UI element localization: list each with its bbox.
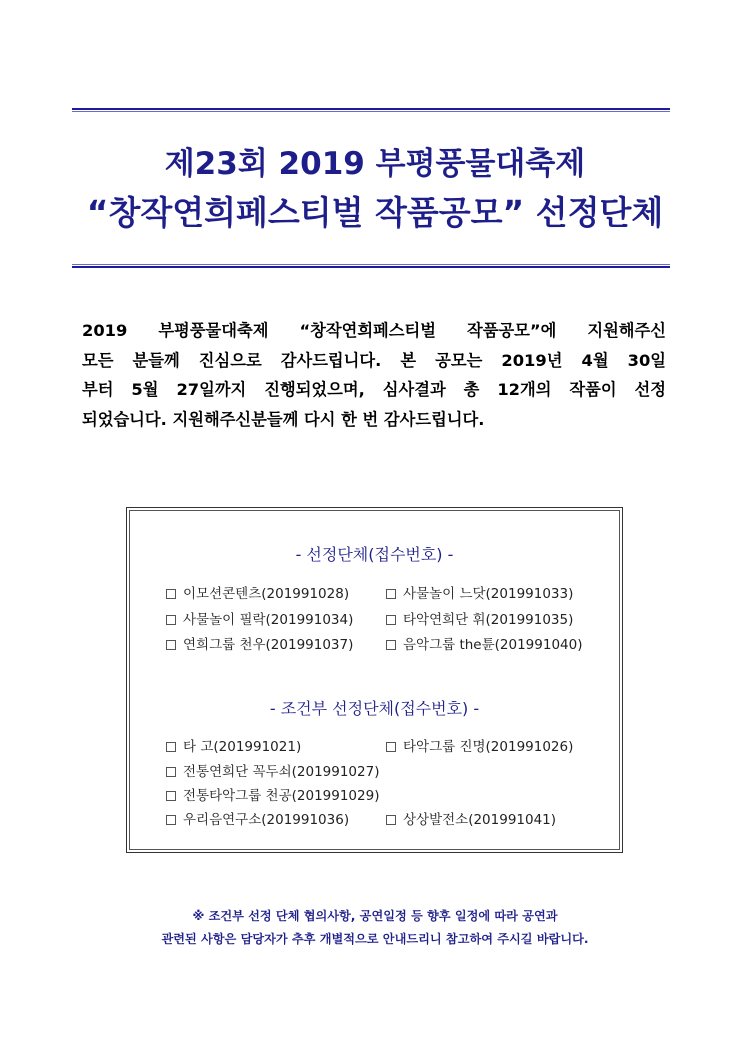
selected-heading: - 선정단체(접수번호) -: [295, 545, 454, 564]
checkbox-icon: [386, 589, 396, 599]
checkbox-icon: [386, 815, 396, 825]
checkbox-icon: [166, 589, 176, 599]
selected-item: [166, 633, 353, 653]
checkbox-icon: [386, 742, 396, 752]
checkbox-icon: [386, 615, 396, 625]
conditional-item-label: 상상발전소(201991041): [403, 812, 557, 828]
top-rule: [72, 108, 670, 112]
selected-item: [386, 633, 583, 653]
conditional-heading: - 조건부 선정단체(접수번호) -: [269, 699, 480, 718]
intro-line-1: 2019 부평풍물대축제 “창작연희페스티벌 작품공모”에 지원해주신: [82, 321, 666, 340]
conditional-item-label: 타 고(201991021): [183, 739, 302, 755]
conditional-item: [166, 784, 379, 804]
conditional-item: [166, 808, 349, 828]
selected-item-label: 타악연희단 휘(201991035): [403, 612, 574, 628]
bottom-rule: [72, 264, 670, 268]
selected-item: [386, 608, 573, 628]
checkbox-icon: [166, 791, 176, 801]
selected-item: [166, 608, 353, 628]
intro-paragraph: [82, 316, 666, 434]
checkbox-icon: [386, 640, 396, 650]
title-line-2: “창작연희페스티벌 작품공모” 선정단체: [86, 193, 664, 232]
conditional-item-label: 전통타악그룹 천공(201991029): [183, 788, 380, 804]
selection-box: [126, 507, 623, 853]
checkbox-icon: [166, 767, 176, 777]
selected-item: [166, 582, 349, 602]
selected-item-label: 사물놀이 필락(201991034): [183, 612, 354, 628]
selected-item-label: 이모션콘텐츠(201991028): [183, 586, 350, 602]
checkbox-icon: [166, 742, 176, 752]
selected-item: [386, 582, 573, 602]
conditional-item-label: 전통연희단 꼭두쇠(201991027): [183, 764, 380, 780]
intro-line-4: 되었습니다. 지원해주신분들께 다시 한 번 감사드립니다.: [82, 409, 485, 429]
selected-item-label: 사물놀이 느닷(201991033): [403, 586, 574, 602]
footnote-line-2: 관련된 사항은 담당자가 추후 개별적으로 안내드리니 참고하여 주시길 바랍니다.: [161, 932, 589, 946]
selected-item-label: 연희그룹 천우(201991037): [183, 637, 354, 653]
intro-line-3: 부터 5월 27일까지 진행되었으며, 심사결과 총 12개의 작품이 선정: [82, 380, 666, 399]
conditional-item: [386, 808, 556, 828]
conditional-item-label: 타악그룹 진명(201991026): [403, 739, 574, 755]
conditional-item: [166, 735, 301, 755]
intro-line-2: 모든 분들께 진심으로 감사드립니다. 본 공모는 2019년 4월 30일: [82, 350, 666, 370]
conditional-item-label: 우리음연구소(201991036): [183, 812, 350, 828]
footnote-line-1: ※ 조건부 선정 단체 협의사항, 공연일정 등 향후 일정에 따라 공연과: [192, 909, 558, 923]
checkbox-icon: [166, 615, 176, 625]
title-line-1: 제23회 2019 부평풍물대축제: [164, 146, 586, 182]
conditional-item: [166, 760, 379, 780]
checkbox-icon: [166, 815, 176, 825]
selected-item-label: 음악그룹 the튠(201991040): [403, 637, 583, 653]
conditional-item: [386, 735, 573, 755]
checkbox-icon: [166, 640, 176, 650]
